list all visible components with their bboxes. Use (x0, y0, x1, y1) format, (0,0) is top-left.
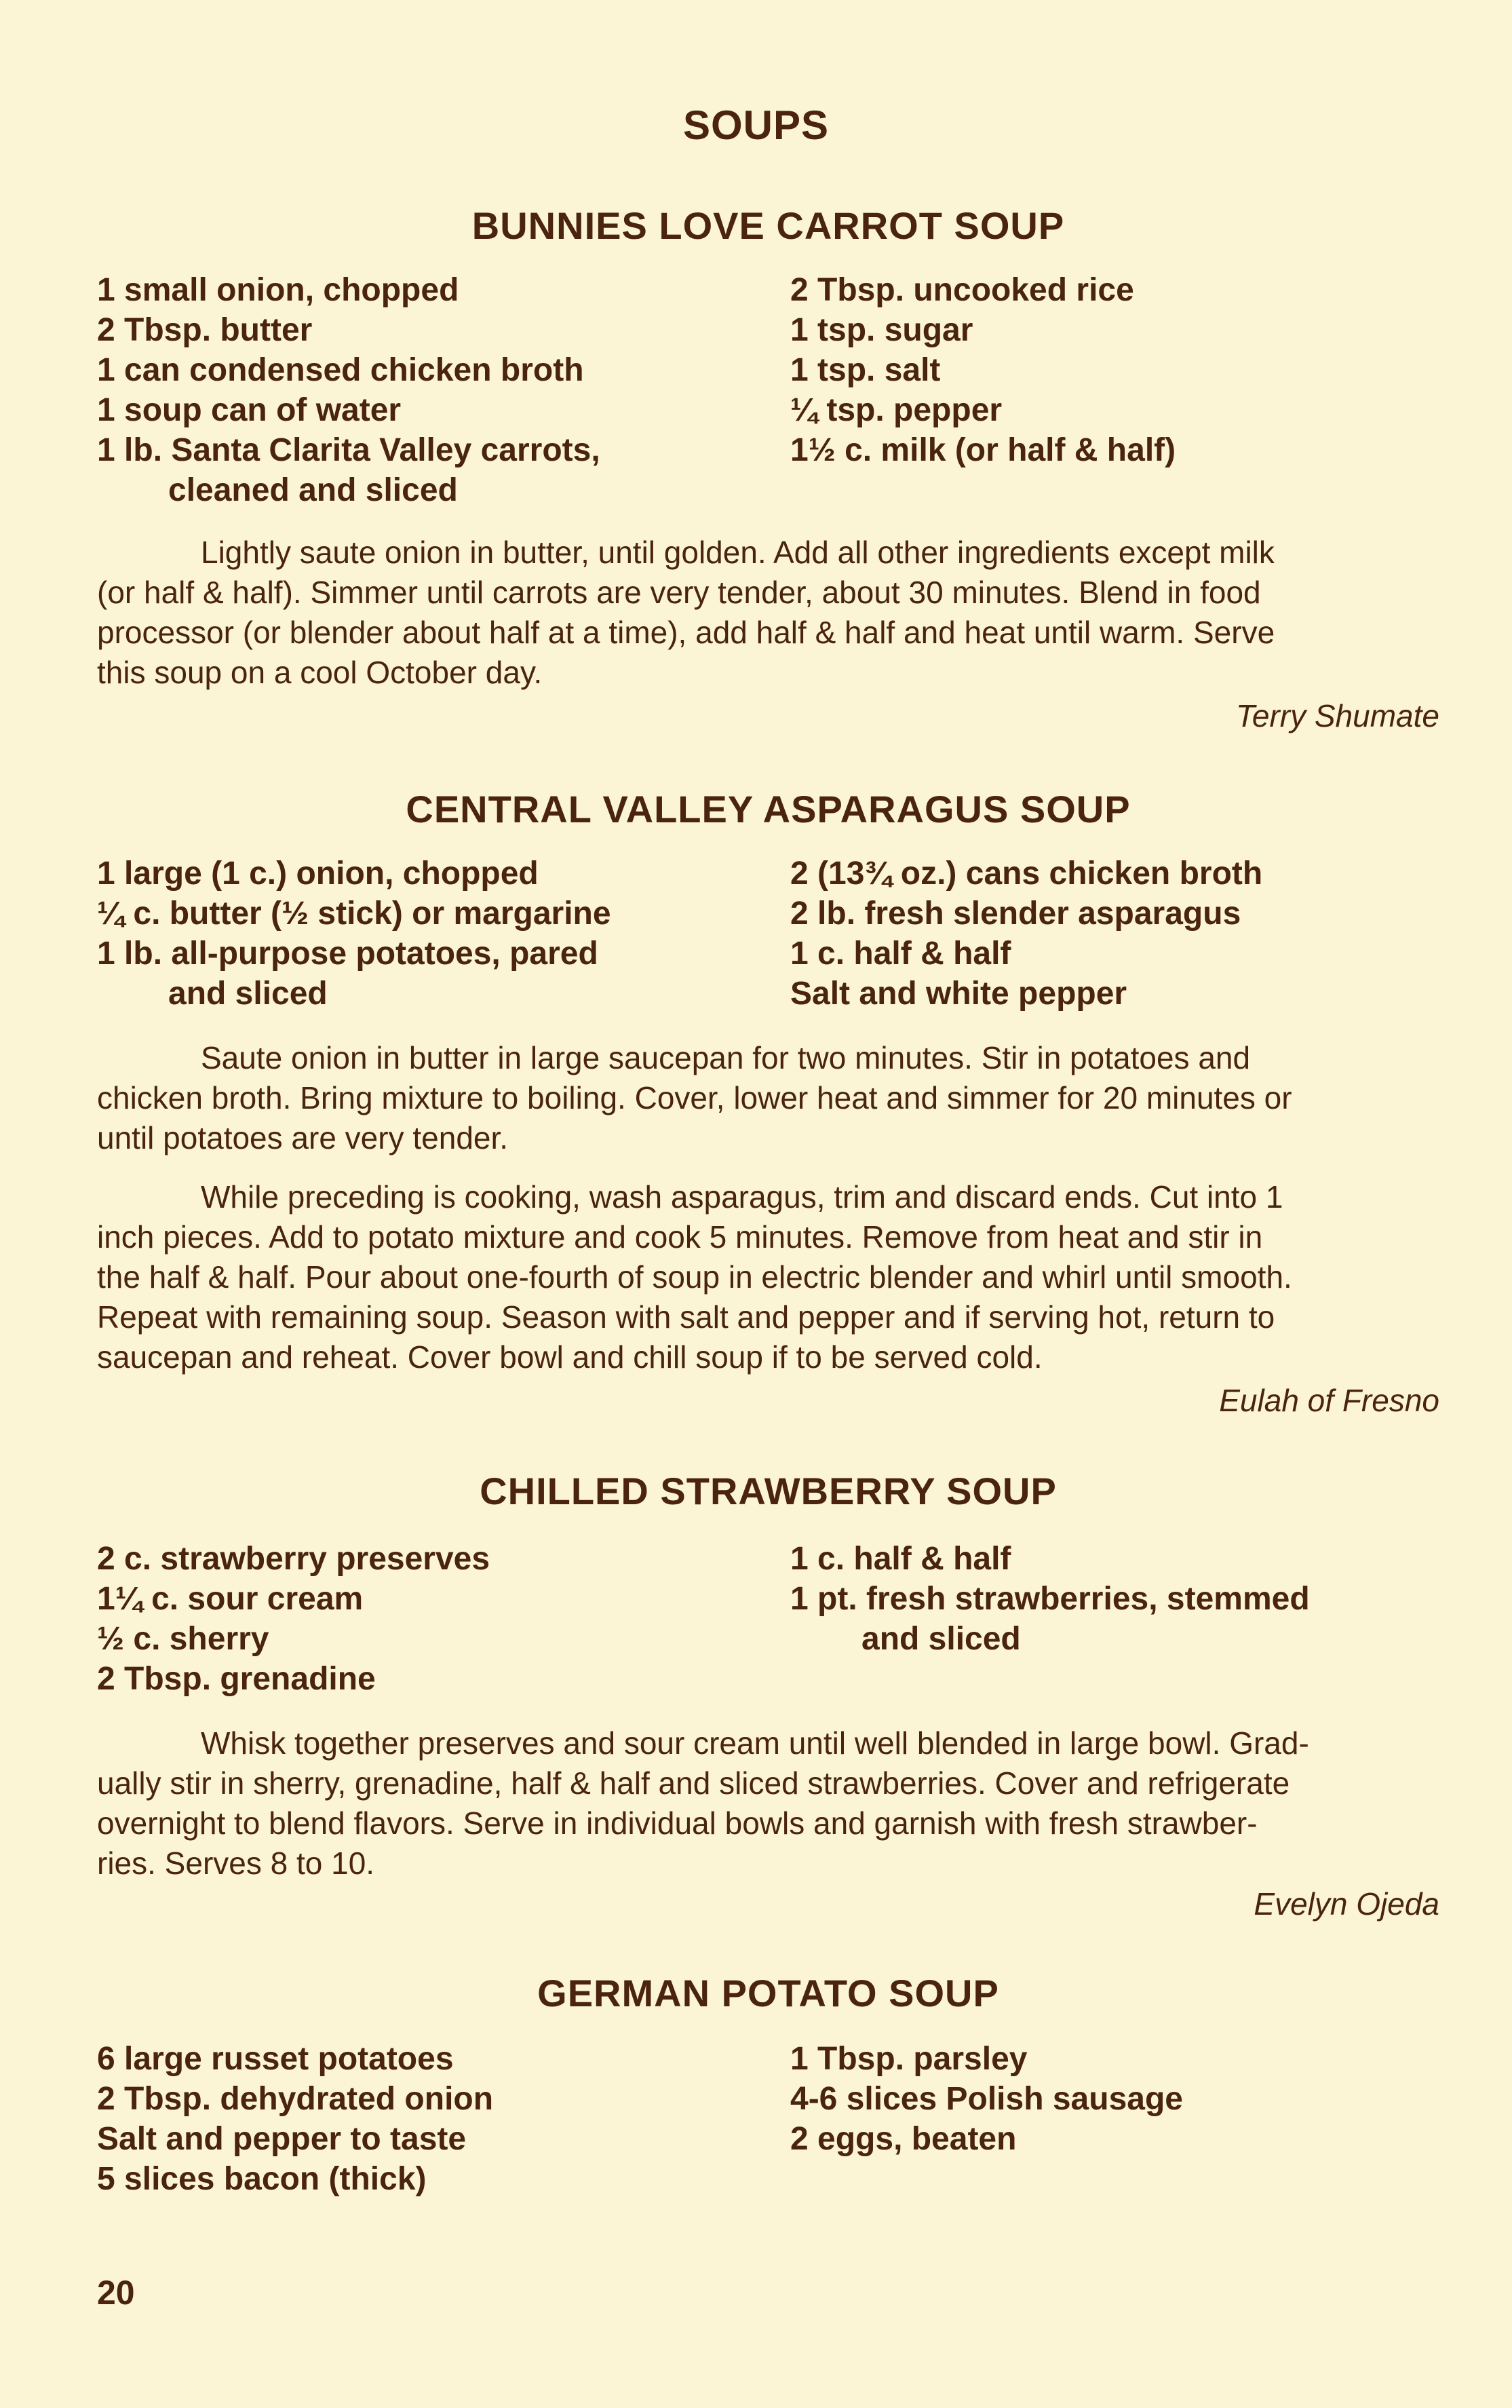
ingredient: and sliced (168, 976, 328, 1012)
instruction-line: Repeat with remaining soup. Season with salt and pepper and if serving hot, return to (97, 1299, 1275, 1335)
page-number: 20 (97, 2274, 135, 2312)
ingredient: 1 lb. Santa Clarita Valley carrots, (97, 432, 600, 468)
ingredient: 2 eggs, beaten (790, 2121, 1017, 2157)
ingredient: 1 pt. fresh strawberries, stemmed (790, 1581, 1310, 1617)
ingredient: and sliced (861, 1621, 1021, 1657)
recipe-author: Eulah of Fresno (1219, 1383, 1439, 1418)
ingredient: ½ c. sherry (97, 1621, 269, 1657)
instruction-line: ually stir in sherry, grenadine, half & half and sliced strawberries. Cover and refrigerate (97, 1765, 1290, 1801)
ingredient: 1 can condensed chicken broth (97, 352, 584, 388)
recipe-title: BUNNIES LOVE CARROT SOUP (471, 204, 1065, 247)
ingredient: 2 (13¾ oz.) cans chicken broth (790, 856, 1263, 892)
recipe-title: CENTRAL VALLEY ASPARAGUS SOUP (406, 788, 1131, 830)
ingredient: ¼ c. butter (½ stick) or margarine (97, 896, 611, 932)
ingredients-left (97, 2039, 493, 2199)
instruction-line: this soup on a cool October day. (97, 655, 543, 690)
instruction-line: inch pieces. Add to potato mixture and cook 5 minutes. Remove from heat and stir in (97, 1219, 1263, 1255)
ingredient: 2 Tbsp. grenadine (97, 1661, 376, 1697)
instruction-line: overnight to blend flavors. Serve in individual bowls and garnish with fresh strawber- (97, 1805, 1258, 1841)
ingredients-right (790, 2039, 1183, 2159)
ingredients-left (97, 270, 600, 510)
instruction-line: While preceding is cooking, wash asparagus, trim and discard ends. Cut into 1 (201, 1179, 1283, 1215)
ingredient: 2 Tbsp. uncooked rice (790, 272, 1134, 308)
instruction-line: chicken broth. Bring mixture to boiling. Cover, lower heat and simmer for 20 minutes or (97, 1080, 1292, 1115)
instruction-line: saucepan and reheat. Cover bowl and chill soup if to be served cold. (97, 1339, 1043, 1375)
ingredient: 1 soup can of water (97, 392, 402, 428)
recipe-title: CHILLED STRAWBERRY SOUP (480, 1470, 1057, 1512)
ingredient: 1½ c. milk (or half & half) (790, 432, 1176, 468)
ingredient: 1 lb. all-purpose potatoes, pared (97, 936, 598, 972)
recipe-title: GERMAN POTATO SOUP (537, 1972, 999, 2014)
ingredient: 1 c. half & half (790, 936, 1011, 972)
ingredient: 2 Tbsp. butter (97, 312, 313, 348)
instruction-line: until potatoes are very tender. (97, 1120, 509, 1155)
instructions (97, 533, 1439, 693)
ingredients-right (790, 854, 1262, 1014)
ingredient: 4-6 slices Polish sausage (790, 2081, 1183, 2117)
ingredient: ¼ tsp. pepper (790, 392, 1003, 428)
section-title: SOUPS (682, 102, 830, 148)
instruction-line: the half & half. Pour about one-fourth of soup in electric blender and whirl until smooth. (97, 1259, 1292, 1295)
ingredients-left (97, 1539, 490, 1699)
instruction-line: Lightly saute onion in butter, until golden. Add all other ingredients except milk (201, 535, 1275, 570)
ingredient: cleaned and sliced (168, 472, 458, 508)
ingredients-right (790, 1539, 1310, 1659)
instructions (97, 1177, 1439, 1377)
ingredient: 5 slices bacon (thick) (97, 2161, 427, 2197)
ingredient: Salt and white pepper (790, 976, 1127, 1012)
ingredient: 2 Tbsp. dehydrated onion (97, 2081, 494, 2117)
instruction-line: processor (or blender about half at a time), add half & half and heat until warm. Serve (97, 615, 1275, 650)
ingredient: 1¼ c. sour cream (97, 1581, 364, 1617)
ingredient: 1 c. half & half (790, 1541, 1011, 1577)
ingredient: 2 lb. fresh slender asparagus (790, 896, 1241, 932)
instruction-line: Saute onion in butter in large saucepan for two minutes. Stir in potatoes and (201, 1040, 1251, 1075)
instruction-line: (or half & half). Simmer until carrots are very tender, about 30 minutes. Blend in food (97, 575, 1261, 610)
ingredient: Salt and pepper to taste (97, 2121, 467, 2157)
ingredient: 1 tsp. sugar (790, 312, 973, 348)
instruction-line: ries. Serves 8 to 10. (97, 1846, 375, 1881)
ingredient: 1 small onion, chopped (97, 272, 459, 308)
ingredient: 1 large (1 c.) onion, chopped (97, 856, 539, 892)
recipe-author: Terry Shumate (1236, 698, 1439, 733)
instructions (97, 1723, 1439, 1884)
ingredients-left (97, 854, 611, 1014)
ingredient: 1 tsp. salt (790, 352, 941, 388)
ingredients-right (790, 270, 1176, 470)
recipe-author: Evelyn Ojeda (1254, 1886, 1439, 1922)
ingredient: 6 large russet potatoes (97, 2041, 454, 2077)
instruction-line: Whisk together preserves and sour cream until well blended in large bowl. Grad- (201, 1725, 1309, 1761)
ingredient: 1 Tbsp. parsley (790, 2041, 1028, 2077)
ingredient: 2 c. strawberry preserves (97, 1541, 490, 1577)
instructions (97, 1038, 1439, 1158)
